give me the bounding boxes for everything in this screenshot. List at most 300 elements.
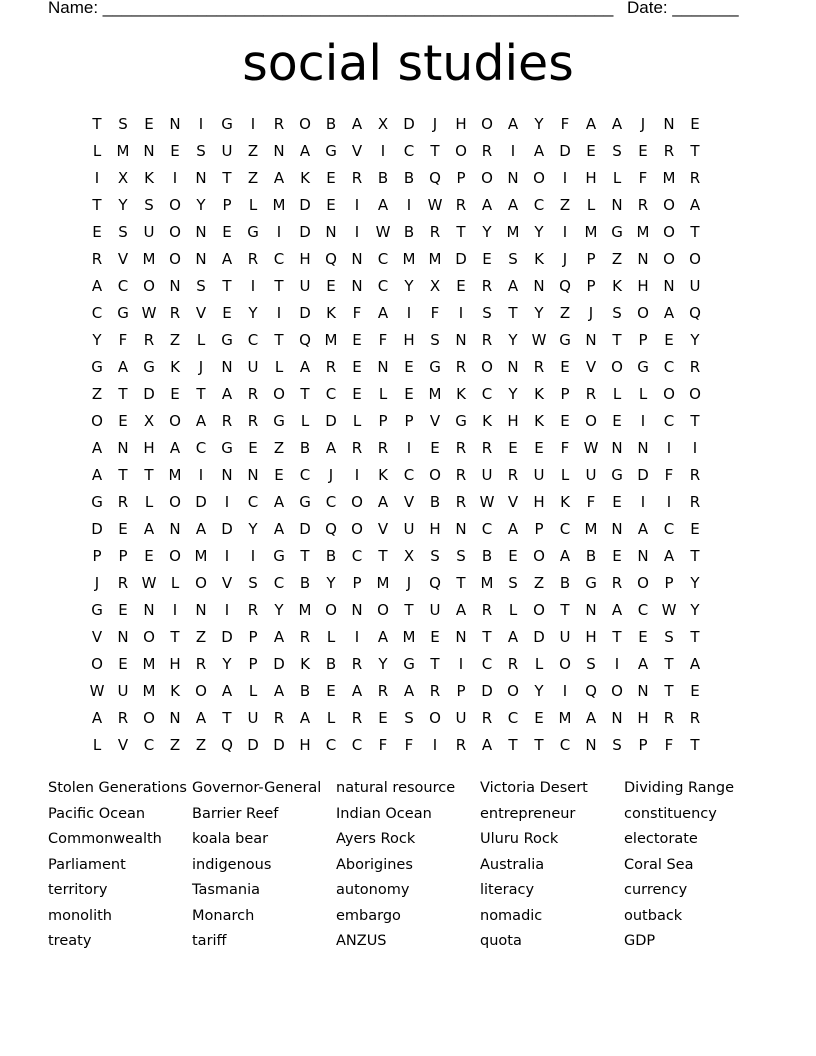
grid-letter: V bbox=[91, 628, 103, 646]
grid-letter: R bbox=[247, 601, 259, 619]
grid-letter: I bbox=[354, 223, 360, 241]
word-search-grid bbox=[84, 113, 734, 761]
grid-row bbox=[84, 410, 734, 437]
grid-letter: E bbox=[404, 358, 414, 376]
grid-letter: Y bbox=[690, 574, 700, 592]
grid-letter: X bbox=[429, 277, 441, 295]
grid-letter: Y bbox=[690, 331, 700, 349]
grid-letter: H bbox=[299, 736, 311, 754]
grid-letter: K bbox=[456, 385, 466, 403]
grid-letter: H bbox=[585, 169, 597, 187]
grid-letter: E bbox=[118, 412, 128, 430]
grid-letter: T bbox=[508, 304, 518, 322]
grid-letter: C bbox=[143, 736, 155, 754]
grid-letter: D bbox=[403, 115, 415, 133]
grid-letter: G bbox=[403, 655, 415, 673]
grid-letter: P bbox=[352, 574, 362, 592]
grid-letter: T bbox=[690, 223, 700, 241]
grid-letter: H bbox=[585, 628, 597, 646]
grid-letter: N bbox=[663, 277, 675, 295]
grid-letter: S bbox=[196, 277, 206, 295]
grid-letter: M bbox=[662, 169, 676, 187]
grid-letter: A bbox=[377, 493, 389, 511]
grid-letter: Q bbox=[559, 277, 571, 295]
grid-letter: G bbox=[221, 115, 233, 133]
grid-letter: O bbox=[637, 574, 649, 592]
grid-letter: M bbox=[636, 223, 650, 241]
grid-letter: O bbox=[429, 466, 441, 484]
grid-letter: R bbox=[273, 115, 285, 133]
grid-letter: Q bbox=[429, 574, 441, 592]
grid-letter: R bbox=[663, 142, 675, 160]
grid-letter: G bbox=[299, 493, 311, 511]
grid-letter: T bbox=[222, 169, 232, 187]
grid-letter: H bbox=[507, 412, 519, 430]
grid-letter: Z bbox=[195, 736, 207, 754]
grid-letter: O bbox=[169, 412, 181, 430]
grid-letter: A bbox=[221, 385, 233, 403]
grid-letter: O bbox=[611, 682, 623, 700]
word-bank-item: autonomy bbox=[336, 882, 410, 898]
word-bank-item: currency bbox=[624, 882, 688, 898]
name-field-line: Name: ______________________________________________________ bbox=[48, 0, 614, 17]
grid-letter: K bbox=[612, 277, 622, 295]
grid-letter: L bbox=[560, 466, 570, 484]
grid-letter: M bbox=[584, 223, 598, 241]
grid-letter: R bbox=[481, 277, 493, 295]
grid-letter: T bbox=[404, 601, 414, 619]
grid-letter: Z bbox=[273, 439, 285, 457]
grid-letter: O bbox=[273, 385, 285, 403]
grid-letter: C bbox=[91, 304, 103, 322]
grid-letter: G bbox=[585, 574, 597, 592]
word-bank-item: outback bbox=[624, 907, 683, 924]
word-bank-item: tariff bbox=[192, 933, 227, 949]
grid-letter: K bbox=[170, 358, 180, 376]
word-bank-item: monolith bbox=[48, 907, 112, 924]
grid-letter: I bbox=[94, 169, 100, 187]
grid-letter: N bbox=[221, 358, 233, 376]
grid-letter: E bbox=[430, 628, 440, 646]
grid-letter: Y bbox=[404, 277, 414, 295]
grid-letter: I bbox=[224, 547, 230, 565]
grid-letter: I bbox=[172, 169, 178, 187]
grid-letter: D bbox=[299, 304, 311, 322]
grid-letter: E bbox=[326, 196, 336, 214]
grid-letter: B bbox=[325, 115, 337, 133]
grid-letter: L bbox=[92, 142, 102, 160]
word-bank-item: Tasmania bbox=[192, 882, 261, 898]
grid-letter: C bbox=[117, 277, 129, 295]
grid-letter: G bbox=[91, 493, 103, 511]
grid-letter: R bbox=[611, 574, 623, 592]
grid-letter: C bbox=[403, 466, 415, 484]
grid-letter: T bbox=[118, 385, 128, 403]
grid-letter: T bbox=[690, 412, 700, 430]
grid-letter: T bbox=[144, 466, 154, 484]
grid-letter: R bbox=[143, 331, 155, 349]
grid-letter: I bbox=[354, 628, 360, 646]
grid-letter: A bbox=[195, 709, 207, 727]
grid-letter: N bbox=[351, 277, 363, 295]
grid-letter: O bbox=[455, 142, 467, 160]
grid-letter: A bbox=[91, 439, 103, 457]
page-title: social studies bbox=[242, 35, 574, 92]
grid-letter: Q bbox=[325, 520, 337, 538]
grid-letter: P bbox=[664, 574, 674, 592]
grid-letter: E bbox=[170, 385, 180, 403]
grid-letter: K bbox=[534, 412, 544, 430]
grid-letter: G bbox=[611, 223, 623, 241]
word-bank-item: Dividing Range bbox=[624, 780, 734, 796]
grid-letter: G bbox=[117, 304, 129, 322]
grid-letter: E bbox=[144, 547, 154, 565]
grid-row bbox=[84, 329, 734, 356]
grid-letter: Y bbox=[482, 223, 492, 241]
grid-letter: V bbox=[403, 493, 415, 511]
grid-letter: M bbox=[142, 655, 156, 673]
grid-letter: A bbox=[221, 250, 233, 268]
grid-letter: N bbox=[637, 682, 649, 700]
grid-letter: I bbox=[614, 655, 620, 673]
grid-letter: T bbox=[560, 601, 570, 619]
word-bank-item: Indian Ocean bbox=[336, 805, 432, 822]
grid-letter: I bbox=[276, 223, 282, 241]
grid-letter: O bbox=[429, 709, 441, 727]
grid-letter: S bbox=[612, 304, 622, 322]
grid-letter: E bbox=[118, 655, 128, 673]
grid-letter: A bbox=[351, 682, 363, 700]
grid-letter: P bbox=[638, 331, 648, 349]
grid-letter: W bbox=[375, 223, 391, 241]
grid-letter: R bbox=[325, 358, 337, 376]
word-bank-item: Victoria Desert bbox=[480, 780, 588, 796]
grid-letter: Q bbox=[325, 250, 337, 268]
grid-letter: A bbox=[299, 358, 311, 376]
grid-letter: L bbox=[274, 358, 284, 376]
grid-letter: N bbox=[663, 115, 675, 133]
grid-letter: C bbox=[481, 655, 493, 673]
grid-letter: K bbox=[170, 682, 180, 700]
grid-letter: G bbox=[273, 412, 285, 430]
grid-letter: Z bbox=[195, 628, 207, 646]
grid-letter: T bbox=[274, 277, 284, 295]
grid-letter: N bbox=[611, 196, 623, 214]
grid-letter: A bbox=[481, 196, 493, 214]
grid-letter: D bbox=[221, 520, 233, 538]
word-bank-item: Commonwealth bbox=[48, 831, 162, 847]
grid-letter: A bbox=[273, 520, 285, 538]
grid-letter: N bbox=[169, 277, 181, 295]
grid-letter: R bbox=[221, 412, 233, 430]
grid-letter: O bbox=[689, 385, 701, 403]
grid-letter: E bbox=[274, 466, 284, 484]
grid-letter: W bbox=[141, 304, 157, 322]
grid-row bbox=[84, 518, 734, 545]
grid-letter: O bbox=[195, 682, 207, 700]
grid-letter: L bbox=[534, 655, 544, 673]
grid-letter: C bbox=[403, 142, 415, 160]
grid-letter: L bbox=[196, 331, 206, 349]
grid-letter: F bbox=[352, 304, 362, 322]
grid-letter: A bbox=[169, 439, 181, 457]
grid-letter: B bbox=[481, 547, 493, 565]
grid-letter: S bbox=[430, 331, 440, 349]
grid-letter: R bbox=[351, 169, 363, 187]
grid-letter: C bbox=[273, 574, 285, 592]
grid-letter: N bbox=[455, 520, 467, 538]
grid-letter: X bbox=[143, 412, 155, 430]
grid-letter: E bbox=[612, 547, 622, 565]
grid-letter: E bbox=[560, 412, 570, 430]
grid-letter: O bbox=[663, 250, 675, 268]
grid-letter: A bbox=[377, 628, 389, 646]
grid-letter: Q bbox=[299, 331, 311, 349]
grid-letter: A bbox=[611, 115, 623, 133]
grid-letter: F bbox=[560, 439, 570, 457]
date-field-line: Date: _______ bbox=[627, 0, 739, 17]
grid-row bbox=[84, 680, 734, 707]
grid-letter: R bbox=[351, 439, 363, 457]
grid-letter: Y bbox=[508, 385, 518, 403]
grid-letter: O bbox=[143, 277, 155, 295]
grid-letter: U bbox=[585, 466, 597, 484]
grid-letter: E bbox=[534, 439, 544, 457]
grid-letter: C bbox=[377, 250, 389, 268]
grid-letter: S bbox=[482, 304, 492, 322]
grid-letter: Y bbox=[196, 196, 206, 214]
grid-letter: A bbox=[637, 655, 649, 673]
grid-letter: A bbox=[377, 304, 389, 322]
grid-letter: M bbox=[116, 142, 130, 160]
word-bank-item: Barrier Reef bbox=[192, 805, 279, 822]
grid-letter: E bbox=[456, 277, 466, 295]
grid-letter: A bbox=[507, 196, 519, 214]
grid-letter: M bbox=[298, 601, 312, 619]
grid-letter: I bbox=[250, 547, 256, 565]
grid-letter: O bbox=[481, 358, 493, 376]
grid-letter: F bbox=[404, 736, 414, 754]
grid-letter: X bbox=[403, 547, 415, 565]
grid-letter: N bbox=[195, 169, 207, 187]
grid-letter: B bbox=[559, 574, 571, 592]
grid-letter: A bbox=[663, 304, 675, 322]
grid-letter: F bbox=[430, 304, 440, 322]
grid-letter: T bbox=[170, 628, 180, 646]
grid-letter: R bbox=[481, 709, 493, 727]
grid-letter: A bbox=[195, 412, 207, 430]
grid-letter: I bbox=[406, 304, 412, 322]
grid-letter: A bbox=[91, 709, 103, 727]
grid-letter: T bbox=[222, 709, 232, 727]
grid-letter: Y bbox=[118, 196, 128, 214]
word-bank-item: Ayers Rock bbox=[336, 831, 416, 847]
grid-letter: R bbox=[247, 250, 259, 268]
grid-letter: E bbox=[326, 169, 336, 187]
grid-letter: R bbox=[273, 709, 285, 727]
grid-row bbox=[84, 221, 734, 248]
grid-letter: O bbox=[351, 520, 363, 538]
word-bank-item: treaty bbox=[48, 933, 92, 949]
grid-letter: T bbox=[612, 331, 622, 349]
grid-letter: O bbox=[195, 574, 207, 592]
grid-letter: H bbox=[637, 709, 649, 727]
grid-letter: E bbox=[118, 601, 128, 619]
grid-letter: P bbox=[560, 385, 570, 403]
grid-letter: D bbox=[559, 142, 571, 160]
grid-letter: R bbox=[689, 493, 701, 511]
grid-letter: T bbox=[612, 628, 622, 646]
grid-letter: L bbox=[300, 412, 310, 430]
grid-letter: T bbox=[300, 385, 310, 403]
grid-letter: K bbox=[560, 493, 570, 511]
grid-letter: L bbox=[586, 196, 596, 214]
grid-row bbox=[84, 545, 734, 572]
grid-letter: Y bbox=[222, 655, 232, 673]
grid-letter: O bbox=[533, 601, 545, 619]
grid-letter: N bbox=[507, 358, 519, 376]
grid-letter: R bbox=[533, 358, 545, 376]
grid-letter: R bbox=[455, 196, 467, 214]
grid-letter: M bbox=[142, 682, 156, 700]
grid-letter: A bbox=[585, 115, 597, 133]
grid-letter: C bbox=[273, 250, 285, 268]
grid-letter: F bbox=[378, 331, 388, 349]
grid-letter: P bbox=[638, 736, 648, 754]
grid-letter: R bbox=[429, 223, 441, 241]
grid-letter: L bbox=[508, 601, 518, 619]
grid-letter: N bbox=[247, 466, 259, 484]
grid-letter: A bbox=[325, 439, 337, 457]
word-bank-item: Aborigines bbox=[336, 856, 413, 873]
grid-letter: G bbox=[455, 412, 467, 430]
grid-letter: L bbox=[326, 628, 336, 646]
grid-letter: T bbox=[690, 547, 700, 565]
grid-letter: K bbox=[144, 169, 154, 187]
grid-letter: G bbox=[143, 358, 155, 376]
word-bank-item: Australia bbox=[480, 856, 545, 873]
grid-letter: L bbox=[378, 385, 388, 403]
grid-letter: D bbox=[91, 520, 103, 538]
grid-letter: I bbox=[224, 601, 230, 619]
grid-letter: C bbox=[481, 385, 493, 403]
grid-letter: I bbox=[198, 115, 204, 133]
grid-letter: T bbox=[482, 628, 492, 646]
grid-letter: N bbox=[143, 601, 155, 619]
grid-letter: C bbox=[247, 331, 259, 349]
grid-letter: E bbox=[586, 142, 596, 160]
grid-letter: N bbox=[507, 169, 519, 187]
grid-letter: D bbox=[299, 223, 311, 241]
grid-letter: F bbox=[118, 331, 128, 349]
grid-letter: T bbox=[430, 142, 440, 160]
grid-letter: E bbox=[690, 520, 700, 538]
grid-letter: G bbox=[325, 142, 337, 160]
grid-letter: L bbox=[326, 709, 336, 727]
grid-letter: D bbox=[273, 736, 285, 754]
grid-letter: C bbox=[663, 412, 675, 430]
grid-letter: E bbox=[326, 277, 336, 295]
grid-letter: V bbox=[117, 736, 129, 754]
grid-letter: M bbox=[376, 574, 390, 592]
grid-letter: A bbox=[273, 169, 285, 187]
grid-letter: I bbox=[250, 277, 256, 295]
grid-letter: J bbox=[588, 304, 594, 322]
grid-letter: R bbox=[117, 574, 129, 592]
grid-letter: N bbox=[585, 331, 597, 349]
grid-letter: N bbox=[455, 331, 467, 349]
grid-letter: E bbox=[352, 331, 362, 349]
grid-letter: I bbox=[406, 439, 412, 457]
grid-letter: I bbox=[640, 412, 646, 430]
grid-letter: B bbox=[325, 547, 337, 565]
grid-letter: R bbox=[585, 385, 597, 403]
grid-letter: W bbox=[427, 196, 443, 214]
grid-letter: E bbox=[222, 304, 232, 322]
grid-letter: T bbox=[378, 547, 388, 565]
grid-letter: A bbox=[91, 466, 103, 484]
grid-letter: B bbox=[403, 223, 415, 241]
grid-letter: I bbox=[562, 682, 568, 700]
grid-letter: O bbox=[169, 223, 181, 241]
word-bank-item: GDP bbox=[624, 933, 656, 949]
grid-letter: B bbox=[585, 547, 597, 565]
grid-letter: A bbox=[689, 196, 701, 214]
grid-letter: L bbox=[612, 169, 622, 187]
grid-letter: O bbox=[559, 655, 571, 673]
grid-letter: M bbox=[168, 466, 182, 484]
grid-letter: O bbox=[377, 601, 389, 619]
grid-letter: D bbox=[273, 655, 285, 673]
grid-letter: L bbox=[92, 736, 102, 754]
grid-letter: Y bbox=[274, 601, 284, 619]
grid-letter: N bbox=[351, 601, 363, 619]
grid-letter: P bbox=[456, 682, 466, 700]
grid-letter: D bbox=[299, 196, 311, 214]
grid-letter: M bbox=[428, 250, 442, 268]
grid-letter: K bbox=[534, 250, 544, 268]
grid-letter: N bbox=[533, 277, 545, 295]
grid-letter: E bbox=[638, 628, 648, 646]
grid-letter: Q bbox=[585, 682, 597, 700]
grid-letter: C bbox=[351, 547, 363, 565]
grid-letter: I bbox=[224, 493, 230, 511]
grid-letter: P bbox=[378, 412, 388, 430]
grid-letter: N bbox=[585, 736, 597, 754]
grid-letter: B bbox=[429, 493, 441, 511]
grid-letter: K bbox=[326, 304, 336, 322]
grid-letter: R bbox=[351, 709, 363, 727]
grid-letter: E bbox=[352, 385, 362, 403]
grid-letter: I bbox=[198, 466, 204, 484]
grid-letter: L bbox=[352, 412, 362, 430]
grid-letter: Z bbox=[169, 331, 181, 349]
grid-letter: T bbox=[690, 628, 700, 646]
grid-letter: E bbox=[508, 547, 518, 565]
grid-letter: R bbox=[455, 358, 467, 376]
grid-row bbox=[84, 356, 734, 383]
grid-letter: J bbox=[94, 574, 100, 592]
grid-letter: T bbox=[456, 574, 466, 592]
grid-letter: I bbox=[666, 493, 672, 511]
grid-letter: G bbox=[91, 601, 103, 619]
grid-letter: H bbox=[455, 115, 467, 133]
grid-letter: O bbox=[663, 385, 675, 403]
word-bank-item: electorate bbox=[624, 831, 698, 847]
grid-letter: V bbox=[221, 574, 233, 592]
grid-letter: I bbox=[458, 655, 464, 673]
grid-letter: R bbox=[481, 601, 493, 619]
